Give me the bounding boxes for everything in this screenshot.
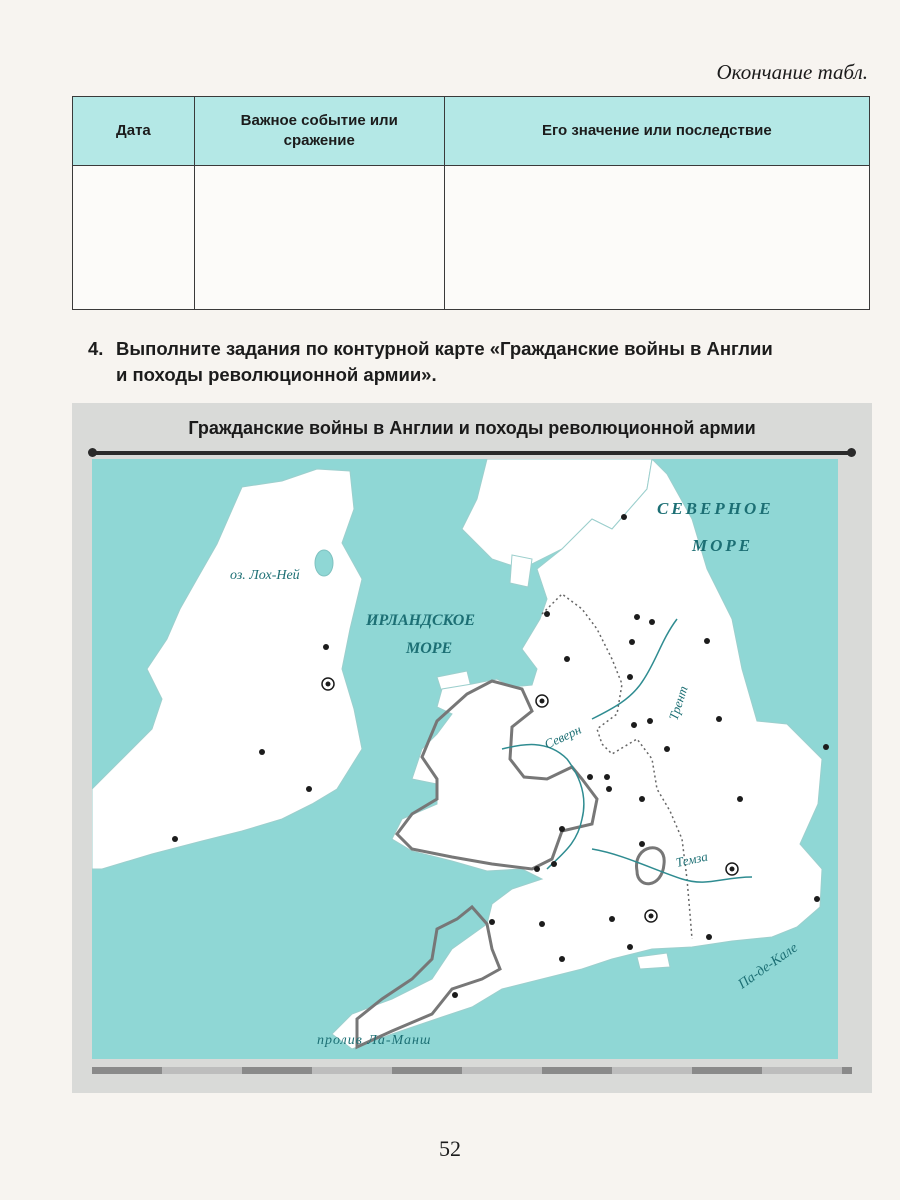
town-marker xyxy=(716,716,722,722)
header-significance: Его значение или последствие xyxy=(444,97,869,166)
header-date: Дата xyxy=(73,97,195,166)
cell-event[interactable] xyxy=(194,166,444,310)
town-marker xyxy=(814,896,820,902)
task-text-line1: Выполните задания по контурной карте «Гражданские войны в Англии xyxy=(116,338,773,359)
town-marker xyxy=(606,786,612,792)
label-north-sea-1: СЕВЕРНОЕ xyxy=(657,499,774,518)
town-marker xyxy=(259,749,265,755)
label-english-channel: пролив Ла-Манш xyxy=(317,1033,432,1048)
town-marker xyxy=(627,674,633,680)
isle-of-man xyxy=(510,555,532,587)
label-pas-de-calais: Па-де-Кале xyxy=(735,940,801,993)
map-svg xyxy=(92,459,838,1059)
reading-marker xyxy=(645,910,657,922)
town-marker xyxy=(559,826,565,832)
town-marker xyxy=(323,644,329,650)
lough-neagh-lake xyxy=(315,550,333,576)
isle-of-wight xyxy=(637,953,670,969)
town-marker xyxy=(452,992,458,998)
task-4 xyxy=(88,336,878,388)
town-marker xyxy=(551,861,557,867)
town-marker xyxy=(664,746,670,752)
town-marker xyxy=(559,956,565,962)
map-area xyxy=(92,459,838,1059)
town-marker xyxy=(609,916,615,922)
task-number: 4. xyxy=(88,338,104,359)
map-bottom-bar xyxy=(92,1067,852,1074)
town-marker xyxy=(306,786,312,792)
ireland-landmass xyxy=(92,469,362,869)
chester-marker xyxy=(536,695,548,707)
table-row xyxy=(73,166,870,310)
town-marker xyxy=(621,514,627,520)
town-marker xyxy=(634,614,640,620)
town-marker xyxy=(704,638,710,644)
label-irish-sea-2: МОРЕ xyxy=(406,640,453,657)
table-continuation-caption: Окончание табл. xyxy=(716,60,868,84)
town-marker xyxy=(647,718,653,724)
town-marker xyxy=(639,796,645,802)
dublin-marker xyxy=(322,678,334,690)
town-marker xyxy=(172,836,178,842)
town-marker xyxy=(706,934,712,940)
label-trent: Трент xyxy=(665,683,691,722)
contour-map xyxy=(72,403,872,1093)
map-title: Гражданские войны в Англии и походы революционной армии xyxy=(188,418,756,438)
header-event: Важное событие или сражение xyxy=(194,97,444,166)
page-number: 52 xyxy=(439,1136,461,1161)
town-marker xyxy=(604,774,610,780)
town-marker xyxy=(534,866,540,872)
town-marker xyxy=(737,796,743,802)
cell-date[interactable] xyxy=(73,166,195,310)
cell-significance[interactable] xyxy=(444,166,869,310)
label-lough-neagh: оз. Лох-Ней xyxy=(230,568,300,583)
town-marker xyxy=(629,639,635,645)
town-marker xyxy=(639,841,645,847)
town-marker xyxy=(649,619,655,625)
map-title-rule xyxy=(92,451,852,455)
task-text-line2: и походы революционной армии». xyxy=(116,364,437,385)
label-irish-sea-1: ИРЛАНДСКОЕ xyxy=(366,612,475,629)
town-marker xyxy=(489,919,495,925)
london-marker xyxy=(726,863,738,875)
events-table xyxy=(72,96,870,310)
town-marker xyxy=(544,611,550,617)
town-marker xyxy=(587,774,593,780)
town-marker xyxy=(631,722,637,728)
label-north-sea-2: МОРЕ xyxy=(692,536,754,555)
label-thames: Темза xyxy=(674,848,710,870)
town-marker xyxy=(627,944,633,950)
town-marker xyxy=(564,656,570,662)
label-severn: Северн xyxy=(541,721,584,752)
town-marker xyxy=(823,744,829,750)
town-marker xyxy=(539,921,545,927)
